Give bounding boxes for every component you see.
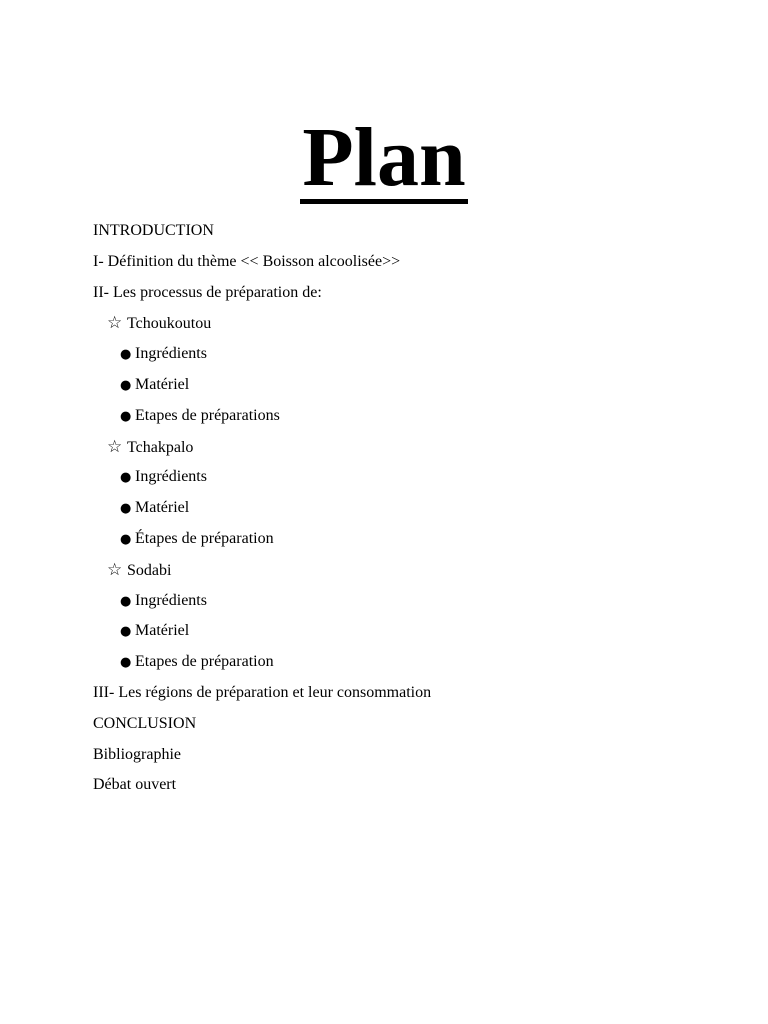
bullet-label: Etapes de préparation	[135, 653, 274, 671]
bullet-label: Ingrédients	[135, 468, 207, 486]
outline-item-section-1: I- Définition du thème << Boisson alcoolisée>>	[93, 252, 401, 270]
bullet-label: Ingrédients	[135, 345, 207, 363]
page-title-text: Plan	[302, 111, 466, 204]
drink-name: Sodabi	[127, 561, 172, 579]
outline-bullet-item	[93, 462, 431, 493]
outline-item-section-2: II- Les processus de préparation de:	[93, 283, 322, 301]
outline-subitem-drink-2	[93, 432, 431, 463]
bullet-icon: ●	[120, 377, 132, 393]
bullet-icon: ●	[120, 593, 132, 609]
bullet-label: Matériel	[135, 622, 190, 640]
bullet-icon: ●	[120, 347, 132, 363]
outline-subitem-drink-1	[93, 308, 431, 339]
outline-bullet-item	[93, 339, 431, 370]
drink-name: Tchoukoutou	[127, 315, 212, 333]
drink-name: Tchakpalo	[127, 438, 194, 456]
outline-subitem-drink-3	[93, 555, 431, 586]
outline-bullet-item	[93, 524, 431, 555]
bullet-icon: ●	[120, 531, 132, 547]
outline-bullet-item	[93, 616, 431, 647]
star-icon: ☆	[107, 436, 123, 457]
star-icon: ☆	[107, 559, 123, 580]
bullet-icon: ●	[120, 655, 132, 671]
bullet-label: Matériel	[135, 375, 190, 393]
outline-item-bibliography: Bibliographie	[93, 745, 181, 763]
outline-bullet-item	[93, 401, 431, 432]
outline-bullet-item	[93, 586, 431, 617]
outline-item-introduction: INTRODUCTION	[93, 222, 214, 239]
bullet-icon: ●	[120, 470, 132, 486]
page-title	[0, 108, 768, 208]
bullet-icon: ●	[120, 624, 132, 640]
bullet-icon: ●	[120, 408, 132, 424]
table-of-contents	[93, 216, 431, 801]
bullet-icon: ●	[120, 501, 132, 517]
bullet-label: Etapes de préparations	[135, 406, 280, 424]
outline-bullet-item	[93, 647, 431, 678]
outline-bullet-item	[93, 370, 431, 401]
outline-item-section-3: III- Les régions de préparation et leur consommation	[93, 683, 432, 701]
bullet-label: Ingrédients	[135, 591, 207, 609]
outline-item-debate: Débat ouvert	[93, 776, 177, 794]
outline-bullet-item	[93, 493, 431, 524]
outline-item-conclusion: CONCLUSION	[93, 714, 197, 732]
star-icon: ☆	[107, 313, 123, 334]
bullet-label: Étapes de préparation	[135, 529, 274, 547]
bullet-label: Matériel	[135, 499, 190, 517]
